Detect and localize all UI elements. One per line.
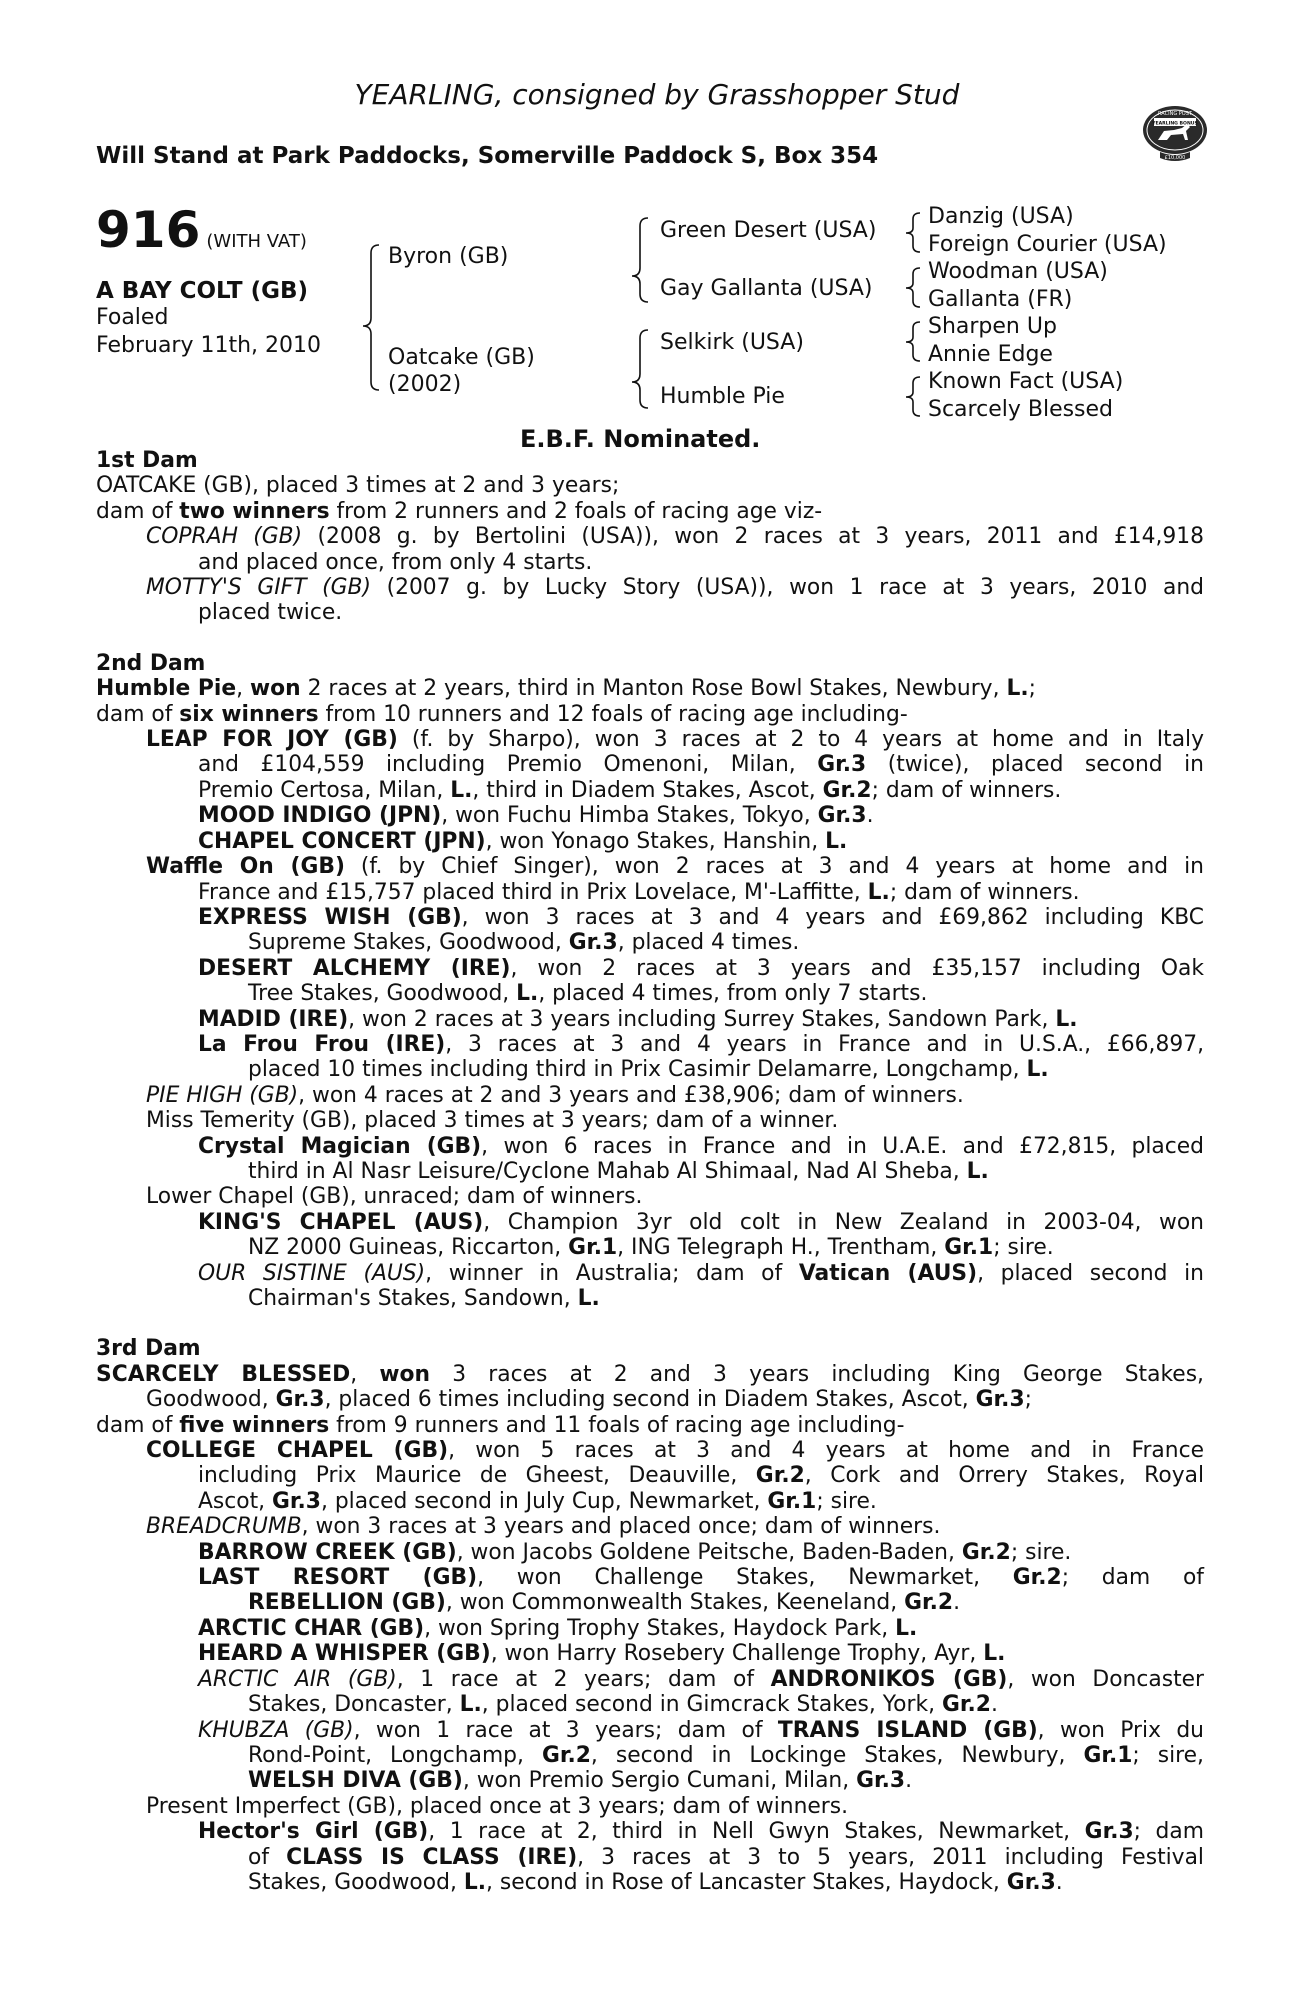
third-dam-line: Stakes, Goodwood, L., second in Rose of Lancaster Stakes, Haydock, Gr.3.	[248, 1869, 1063, 1895]
pedigree-g6: Annie Edge	[928, 342, 1053, 367]
pedigree-dam: Oatcake (GB) (2002)	[388, 345, 535, 397]
third-dam-line: SCARCELY BLESSED, won 3 races at 2 and 3 years including King George Stakes,	[96, 1361, 1204, 1387]
second-dam-line: CHAPEL CONCERT (JPN), won Yonago Stakes, Hanshin, L.	[198, 828, 848, 854]
pedigree-g8: Scarcely Blessed	[928, 397, 1114, 422]
first-dam-line: OATCAKE (GB), placed 3 times at 2 and 3 years;	[96, 473, 620, 499]
second-dam-line: La Frou Frou (IRE), 3 races at 3 and 4 years in France and in U.S.A., £66,897,	[198, 1031, 1204, 1057]
pedigree-g2: Foreign Courier (USA)	[928, 232, 1167, 257]
badge-top-text: RACING POST	[1158, 111, 1192, 117]
second-dam-line: OUR SISTINE (AUS), winner in Australia; dam of Vatican (AUS), placed second in	[198, 1260, 1204, 1286]
third-dam-line: including Prix Maurice de Gheest, Deauville, Gr.2, Cork and Orrery Stakes, Royal	[198, 1463, 1204, 1489]
second-dam-line: Lower Chapel (GB), unraced; dam of winners.	[146, 1184, 643, 1210]
page-title: YEARLING, consigned by Grasshopper Stud	[354, 78, 960, 111]
second-dam-line: France and £15,757 placed third in Prix Lovelace, M'-Laffitte, L.; dam of winners.	[198, 879, 1080, 905]
second-dam-line: Chairman's Stakes, Sandown, L.	[248, 1286, 600, 1311]
third-dam-line: dam of five winners from 9 runners and 11 foals of racing age including-	[96, 1412, 905, 1438]
second-dam-line: NZ 2000 Guineas, Riccarton, Gr.1, ING Telegraph H., Trentham, Gr.1; sire.	[248, 1235, 1054, 1261]
third-dam-line: ARCTIC AIR (GB), 1 race at 2 years; dam of ANDRONIKOS (GB), won Doncaster	[198, 1666, 1204, 1692]
foaled-date: February 11th, 2010	[96, 333, 322, 358]
first-dam-line: placed twice.	[198, 600, 343, 626]
first-dam-line: MOTTY'S GIFT (GB) (2007 g. by Lucky Story (USA)), won 1 race at 3 years, 2010 and	[146, 575, 1204, 601]
third-dam-line: Present Imperfect (GB), placed once at 3 years; dam of winners.	[146, 1793, 849, 1819]
pedigree-g3: Woodman (USA)	[928, 259, 1108, 284]
second-dam-line: dam of six winners from 10 runners and 12 foals of racing age including-	[96, 701, 908, 727]
second-dam-line: third in Al Nasr Leisure/Cyclone Mahab Al Shimaal, Nad Al Sheba, L.	[248, 1158, 989, 1184]
pedigree-dam-sire: Selkirk (USA)	[660, 330, 804, 355]
ebf-nominated: E.B.F. Nominated.	[520, 425, 761, 453]
third-dam-line: WELSH DIVA (GB), won Premio Sergio Cumani, Milan, Gr.3.	[248, 1768, 913, 1794]
third-dam-line: REBELLION (GB), won Commonwealth Stakes, Keeneland, Gr.2.	[248, 1590, 961, 1616]
third-dam-heading: 3rd Dam	[96, 1336, 201, 1362]
third-dam-line: LAST RESORT (GB), won Challenge Stakes, Newmarket, Gr.2; dam of	[198, 1565, 1204, 1591]
second-dam-line: EXPRESS WISH (GB), won 3 races at 3 and 4 years and £69,862 including KBC	[198, 904, 1204, 930]
pedigree-g4: Gallanta (FR)	[928, 287, 1073, 312]
second-dam-line: Waffle On (GB) (f. by Chief Singer), won 2 races at 3 and 4 years at home and in	[146, 854, 1204, 880]
second-dam-heading: 2nd Dam	[96, 650, 206, 676]
pedigree-sire-dam: Gay Gallanta (USA)	[660, 276, 873, 301]
second-dam-line: Tree Stakes, Goodwood, L., placed 4 times, from only 7 starts.	[248, 981, 928, 1007]
pedigree-dam-dam: Humble Pie	[660, 384, 785, 409]
second-dam-line: MOOD INDIGO (JPN), won Fuchu Himba Stakes, Tokyo, Gr.3.	[198, 803, 874, 829]
third-dam-line: COLLEGE CHAPEL (GB), won 5 races at 3 and 4 years at home and in France	[146, 1438, 1204, 1464]
lot-name: A BAY COLT (GB)	[96, 278, 309, 304]
second-dam-line: Miss Temerity (GB), placed 3 times at 3 years; dam of a winner.	[146, 1108, 839, 1134]
pedigree-g1: Danzig (USA)	[928, 204, 1074, 229]
second-dam-line: PIE HIGH (GB), won 4 races at 2 and 3 years and £38,906; dam of winners.	[146, 1082, 964, 1108]
second-dam-line: LEAP FOR JOY (GB) (f. by Sharpo), won 3 races at 2 to 4 years at home and in Italy	[146, 727, 1205, 753]
second-dam-line: DESERT ALCHEMY (IRE), won 2 races at 3 years and £35,157 including Oak	[198, 955, 1204, 981]
third-dam-line: Goodwood, Gr.3, placed 6 times including second in Diadem Stakes, Ascot, Gr.3;	[146, 1387, 1032, 1413]
vat-label: (WITH VAT)	[206, 231, 307, 252]
third-dam-line: Hector's Girl (GB), 1 race at 2, third in Nell Gwyn Stakes, Newmarket, Gr.3; dam	[198, 1819, 1204, 1845]
pedigree-g5: Sharpen Up	[928, 314, 1057, 339]
second-dam-line: Supreme Stakes, Goodwood, Gr.3, placed 4 times.	[248, 930, 800, 956]
third-dam-line: Stakes, Doncaster, L., placed second in Gimcrack Stakes, York, Gr.2.	[248, 1692, 998, 1718]
first-dam-line: COPRAH (GB) (2008 g. by Bertolini (USA)), won 2 races at 3 years, 2011 and £14,918	[146, 524, 1205, 550]
third-dam-line: of CLASS IS CLASS (IRE), 3 races at 3 to 5 years, 2011 including Festival	[248, 1844, 1204, 1870]
badge-bottom-text: £10,000	[1164, 155, 1186, 161]
third-dam-line: BARROW CREEK (GB), won Jacobs Goldene Peitsche, Baden-Baden, Gr.2; sire.	[198, 1539, 1072, 1565]
third-dam-line: Ascot, Gr.3, placed second in July Cup, Newmarket, Gr.1; sire.	[198, 1488, 877, 1514]
foaled-label: Foaled	[96, 305, 169, 330]
first-dam-heading: 1st Dam	[96, 448, 198, 473]
second-dam-line: placed 10 times including third in Prix Casimir Delamarre, Longchamp, L.	[248, 1057, 1049, 1083]
pedigree-notes	[96, 448, 1204, 1895]
stand-location: Will Stand at Park Paddocks, Somerville Paddock S, Box 354	[96, 143, 879, 169]
third-dam-line: ARCTIC CHAR (GB), won Spring Trophy Stakes, Haydock Park, L.	[198, 1615, 918, 1641]
third-dam-line: BREADCRUMB, won 3 races at 3 years and placed once; dam of winners.	[146, 1514, 941, 1540]
lot-number: 916 (WITH VAT)	[96, 201, 307, 259]
pedigree-g7: Known Fact (USA)	[928, 369, 1124, 394]
second-dam-line: and £104,559 including Premio Omenoni, Milan, Gr.3 (twice), placed second in	[198, 752, 1204, 778]
pedigree-sire: Byron (GB)	[388, 244, 509, 269]
second-dam-line: Premio Certosa, Milan, L., third in Diadem Stakes, Ascot, Gr.2; dam of winners.	[198, 777, 1062, 803]
first-dam-line: and placed once, from only 4 starts.	[198, 549, 593, 575]
second-dam-line: Crystal Magician (GB), won 6 races in France and in U.A.E. and £72,815, placed	[198, 1133, 1204, 1159]
third-dam-line: KHUBZA (GB), won 1 race at 3 years; dam of TRANS ISLAND (GB), won Prix du	[198, 1717, 1204, 1743]
second-dam-line: MADID (IRE), won 2 races at 3 years including Surrey Stakes, Sandown Park, L.	[198, 1006, 1078, 1032]
second-dam-line: Humble Pie, won 2 races at 2 years, third in Manton Rose Bowl Stakes, Newbury, L.;	[96, 676, 1036, 702]
first-dam-line: dam of two winners from 2 runners and 2 foals of racing age viz-	[96, 498, 823, 524]
badge-mid-text: YEARLING BONUS	[1152, 121, 1198, 127]
pedigree-sire-sire: Green Desert (USA)	[660, 218, 877, 243]
third-dam-line: HEARD A WHISPER (GB), won Harry Rosebery Challenge Trophy, Ayr, L.	[198, 1641, 1006, 1667]
third-dam-line: Rond-Point, Longchamp, Gr.2, second in Lockinge Stakes, Newbury, Gr.1; sire,	[248, 1742, 1204, 1768]
second-dam-line: KING'S CHAPEL (AUS), Champion 3yr old colt in New Zealand in 2003-04, won	[198, 1209, 1204, 1235]
